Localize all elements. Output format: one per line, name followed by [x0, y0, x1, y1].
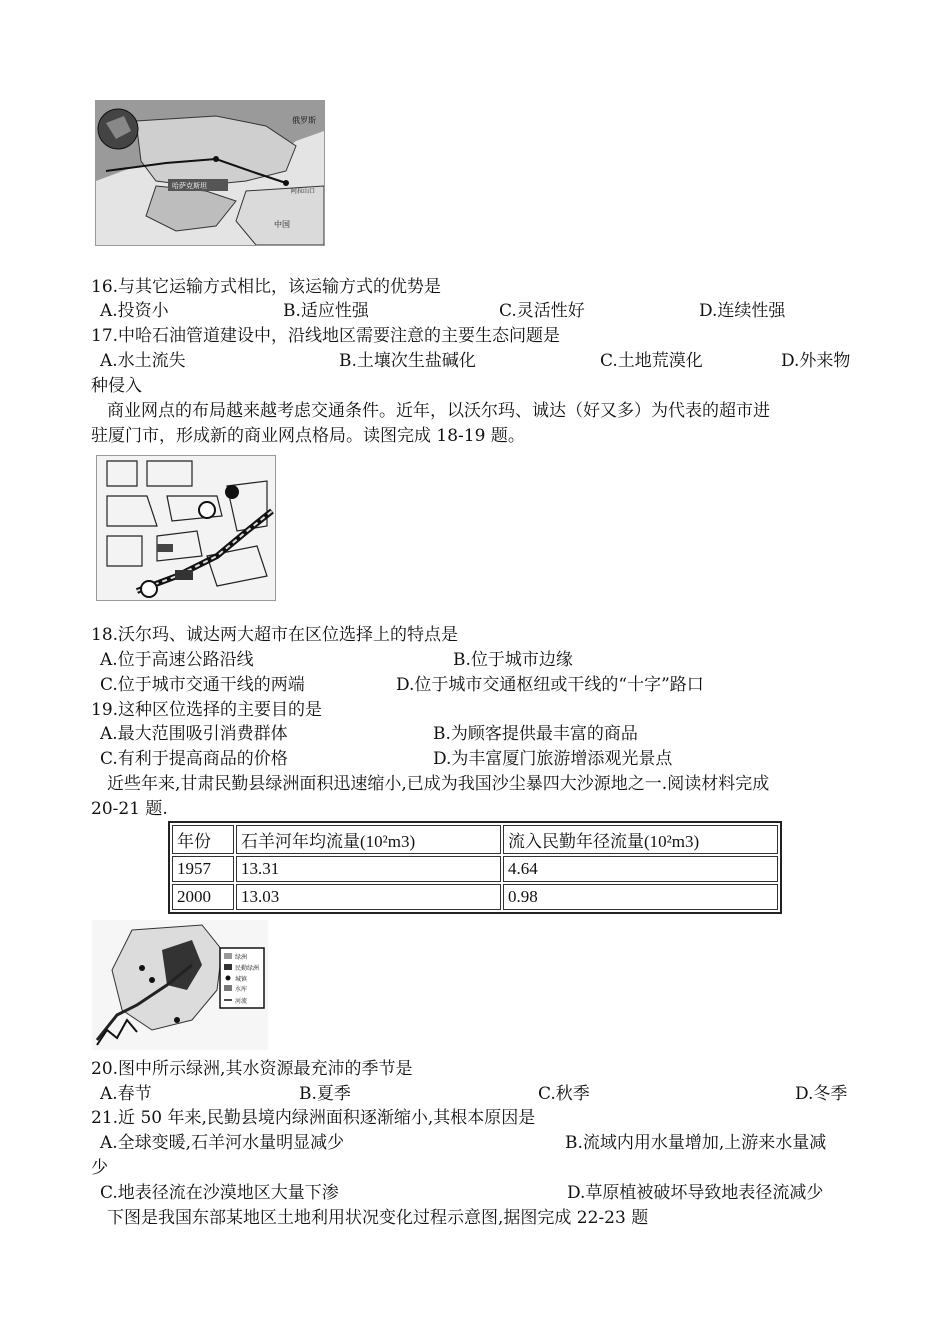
- q16-option-a: A.投资小: [100, 301, 169, 321]
- map3-legend-item: 水库: [235, 986, 248, 993]
- q20-option-b: B.夏季: [299, 1084, 351, 1104]
- intro-18-19-line2: 驻厦门市，形成新的商业网点格局。读图完成 18-19 题。: [91, 426, 525, 446]
- pipeline-map-figure: [95, 100, 325, 246]
- q19-option-d: D.为丰富厦门旅游增添观光景点: [433, 749, 673, 769]
- q16-option-d: D.连续性强: [699, 301, 786, 321]
- pipeline-map-svg: [96, 101, 324, 245]
- xiamen-map-svg: [97, 456, 275, 600]
- q16-option-b: B.适应性强: [283, 301, 369, 321]
- map3-legend-item: 绿洲: [235, 954, 248, 961]
- q16-stem: 16.与其它运输方式相比，该运输方式的优势是: [91, 277, 442, 297]
- intro-20-21-line2: 20-21 题.: [91, 799, 168, 819]
- table-cell: 0.98: [503, 884, 778, 910]
- q17-option-b: B.土壤次生盐碱化: [339, 351, 476, 371]
- q21-option-b: B.流域内用水量增加,上游来水量减: [565, 1133, 827, 1153]
- table-header-cell: 年份: [172, 825, 234, 854]
- q20-option-c: C.秋季: [538, 1084, 590, 1104]
- q18-option-b: B.位于城市边缘: [453, 650, 573, 670]
- q17-option-a: A.水土流失: [100, 351, 186, 371]
- table-cell: 1957: [172, 856, 234, 882]
- map3-legend-item: 民勤绿洲: [235, 965, 260, 972]
- q16-option-c: C.灵活性好: [499, 301, 585, 321]
- map1-label-alashankou: 阿拉山口: [291, 188, 316, 195]
- q17-option-c: C.土地荒漠化: [600, 351, 703, 371]
- q19-option-a: A.最大范围吸引消费群体: [100, 724, 288, 744]
- q20-option-a: A.春节: [100, 1084, 152, 1104]
- map3-legend-item: 河流: [235, 998, 248, 1005]
- q18-option-a: A.位于高速公路沿线: [100, 650, 254, 670]
- q21-option-a: A.全球变暖,石羊河水量明显减少: [100, 1133, 345, 1153]
- q17-option-d-continued: 种侵入: [91, 376, 142, 396]
- map1-label-kazakhstan: 哈萨克斯坦: [172, 182, 207, 190]
- table-cell: 13.03: [236, 884, 501, 910]
- table-row: [172, 884, 778, 910]
- q17-stem: 17.中哈石油管道建设中，沿线地区需要注意的主要生态问题是: [91, 326, 561, 346]
- minqin-oasis-map-figure: [92, 920, 268, 1050]
- q19-stem: 19.这种区位选择的主要目的是: [91, 700, 323, 720]
- q19-option-b: B.为顾客提供最丰富的商品: [433, 724, 638, 744]
- q20-option-d: D.冬季: [795, 1084, 848, 1104]
- q21-option-b-continued: 少: [91, 1158, 108, 1178]
- q21-option-d: D.草原植被破坏导致地表径流减少: [567, 1183, 824, 1203]
- q18-option-d: D.位于城市交通枢纽或干线的“十字”路口: [396, 675, 704, 695]
- xiamen-map-figure: [96, 455, 276, 601]
- q18-stem: 18.沃尔玛、诚达两大超市在区位选择上的特点是: [91, 625, 459, 645]
- intro-18-19-line1: 商业网点的布局越来越考虑交通条件。近年，以沃尔玛、诚达（好又多）为代表的超市进: [107, 401, 770, 421]
- table-cell: 13.31: [236, 856, 501, 882]
- table-row: [172, 856, 778, 882]
- table-header-row: [172, 825, 778, 854]
- q21-option-c: C.地表径流在沙漠地区大量下渗: [100, 1183, 339, 1203]
- flow-data-table: [168, 821, 782, 914]
- map1-label-china: 中国: [274, 220, 290, 229]
- map3-legend-item: 城镇: [235, 976, 248, 983]
- table-cell: 4.64: [503, 856, 778, 882]
- table-header-cell: 流入民勤年径流量(10²m3): [503, 825, 778, 854]
- q17-option-d: D.外来物: [781, 351, 851, 371]
- q19-option-c: C.有利于提高商品的价格: [100, 749, 288, 769]
- minqin-map-svg: [92, 920, 268, 1050]
- q20-stem: 20.图中所示绿洲,其水资源最充沛的季节是: [91, 1059, 413, 1079]
- intro-22-23: 下图是我国东部某地区土地利用状况变化过程示意图,据图完成 22-23 题: [107, 1208, 649, 1228]
- q18-option-c: C.位于城市交通干线的两端: [100, 675, 305, 695]
- map1-label-russia: 俄罗斯: [292, 116, 316, 125]
- table-cell: 2000: [172, 884, 234, 910]
- intro-20-21-line1: 近些年来,甘肃民勤县绿洲面积迅速缩小,已成为我国沙尘暴四大沙源地之一.阅读材料完成: [107, 774, 770, 794]
- q21-stem: 21.近 50 年来,民勤县境内绿洲面积逐渐缩小,其根本原因是: [91, 1108, 536, 1128]
- table-header-cell: 石羊河年均流量(10²m3): [236, 825, 501, 854]
